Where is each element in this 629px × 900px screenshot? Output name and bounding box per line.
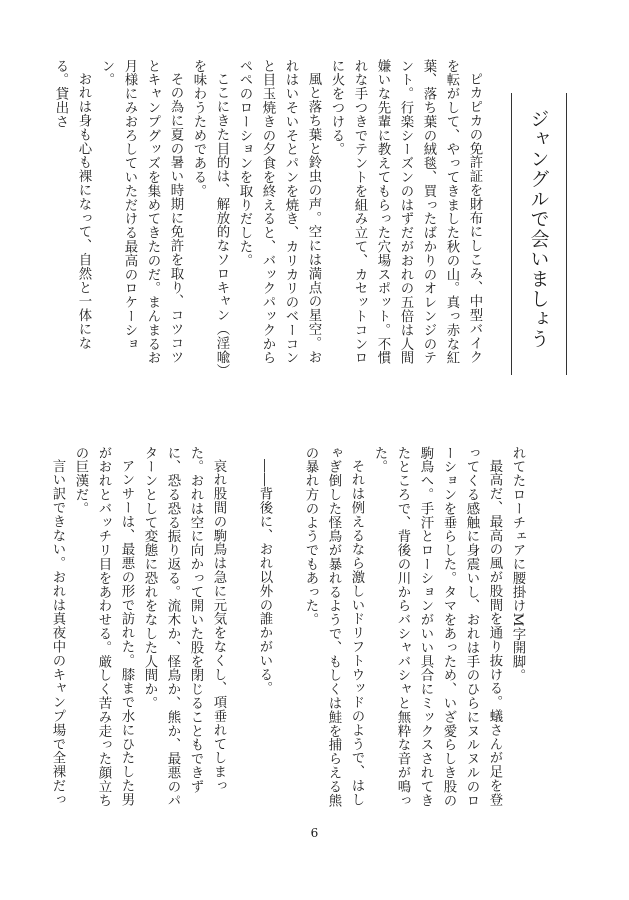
body-text-upper	[53, 59, 486, 375]
paragraph: おれは身も心も裸になって、自然と一体になる。貸出さ	[53, 59, 91, 351]
chapter-title: ジャングルで会いましょう	[527, 109, 550, 349]
paragraph: ピカピカの免許証を財布にしこみ、中型バイクを転がして、やってきました秋の山。真っ赤な紅葉、落ち葉の絨毯、買ったばかりのオレンジのテント。行楽シーズンのはずだがおれの五倍は人間嫌いな先輩に教えてもらった穴場スポット。不慣れな手つきでテントを組み立て、カセットコンロに火をつける。	[329, 59, 482, 365]
page-number: 6	[310, 826, 319, 840]
body-text-lower	[50, 446, 529, 816]
paragraph: ――背後に、おれ以外の誰かがいる。	[257, 459, 272, 696]
chapter-title-block	[511, 93, 567, 375]
paragraph: 最高だ、最高の風が股間を通り抜ける。蟻さんが足を登ってくる感触に身震いし、おれは手のひらにヌルヌルのローションを垂らした。タマをあっため、いざ愛らしき股の駒鳥へ。手汗とローションがいい具合にミックスされてきたところで、背後の川からバシャバシャと無粋な音が鳴った。	[372, 446, 502, 808]
paragraph: その為に夏の暑い時期に免許を取り、コツコツとキャンプグッズを集めてきたのだ。まんまるお月様にみおろしていただける最高のロケーション。	[99, 59, 183, 365]
paragraph: アンサーは、最悪の形で訪れた。膝まで水にひたした男がおれとバッチリ目をあわせる。厳しく苦み走った顔立ちの巨漢だ。	[73, 446, 134, 808]
paragraph: ここにきた目的は、解放的なソロキャン（淫喩）を味わうためである。	[191, 59, 229, 372]
paragraph: 哀れ股間の駒鳥は急に元気をなくし、項垂れてしまった。おれは空に向かって開いた股を閉じることもできずに、恐る恐る振り返る。流木か、怪鳥か、熊か、最悪のパターンとして変態に恐れをなした人間か。	[142, 446, 226, 808]
paragraph: それは例えるなら激しいドリフトウッドのようで、はしゃぎ倒した怪鳥が暴れるようで、もしくは鮭を捕らえる熊の暴れ方のようでもあった。	[303, 446, 364, 808]
paragraph: 風と落ち葉と鈴虫の声。空には満点の星空。おれはいそいそとパンを焼き、カリカリのベーコンと目玉焼きの夕食を終えると、バックパックからペペのローションを取りだした。	[237, 59, 321, 365]
paragraph	[230, 446, 253, 816]
paragraph	[276, 446, 299, 816]
paragraph: 言い訳できない。おれは真夜中のキャンプ場で全裸だっ	[50, 459, 65, 807]
paragraph: れてたローチェアに腰掛けM字開脚。	[510, 446, 525, 683]
